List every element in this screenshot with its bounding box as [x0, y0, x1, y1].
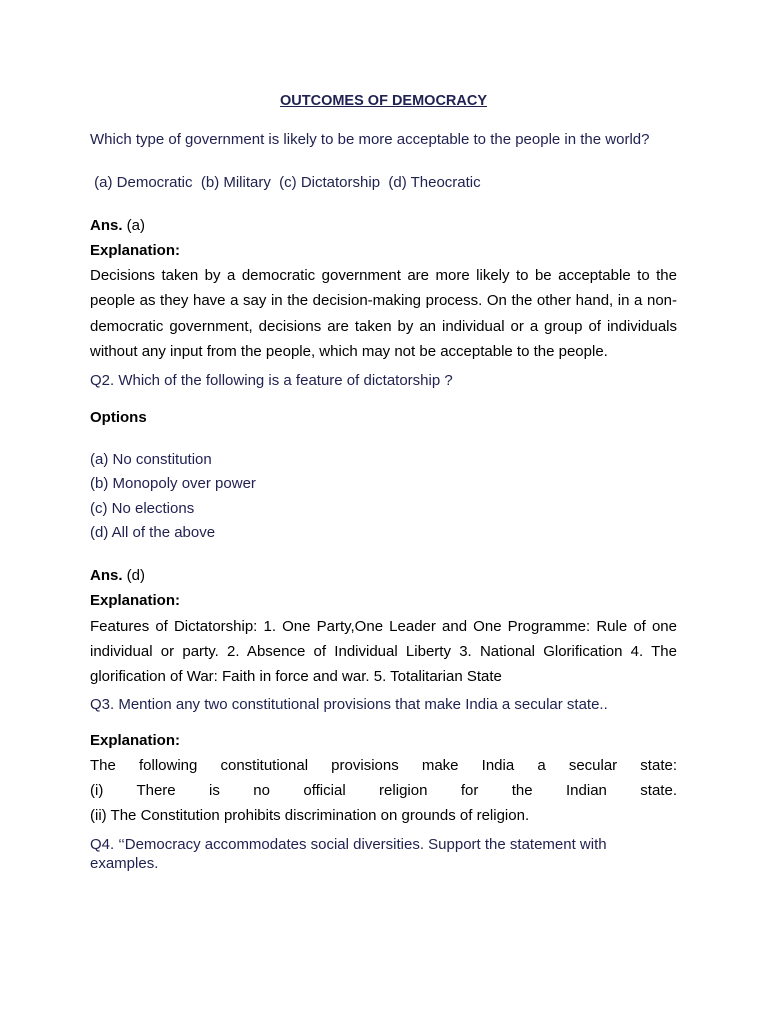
q4-question: Q4. ‘‘Democracy accommodates social diversities. Support the statement with examples. — [90, 836, 607, 872]
q3-explanation-label: Explanation: — [90, 732, 181, 749]
q1-answer-value: (a) — [122, 217, 146, 234]
document-title: OUTCOMES OF DEMOCRACY — [279, 93, 488, 109]
q3-question: Q3. Mention any two constitutional provisions that make India a secular state.. — [90, 696, 608, 713]
q3-explanation-line-1: The following constitutional provisions make India a secular state: — [90, 757, 677, 774]
q1-explanation-text: Decisions taken by a democratic government are more likely to be acceptable to the people as they have a say in the decision-making process. On the other hand, in a non-democratic government, decisions are taken by an individual or a group of individuals without any input from the people, which may not be acceptable to the people. — [90, 267, 677, 360]
q1-question: Which type of government is likely to be more acceptable to the people in the world? — [90, 131, 650, 148]
q2-option-a: (a) No constitution — [90, 451, 212, 468]
q2-answer-label: Ans. — [90, 567, 123, 584]
q2-option-b: (b) Monopoly over power — [90, 475, 256, 492]
q2-option-d: (d) All of the above — [90, 524, 216, 541]
q1-explanation-label: Explanation: — [90, 242, 181, 259]
q3-explanation-line-3: (ii) The Constitution prohibits discrimination on grounds of religion. — [90, 807, 530, 824]
q3-explanation-line-2: (i) There is no official religion for the Indian state. — [90, 782, 677, 799]
q2-explanation-text: Features of Dictatorship: 1. One Party,One Leader and One Programme: Rule of one individual or party. 2. Absence of Individual Liberty 3. National Glorification 4. The glorification of War: Faith in force and war. 5. Totalitarian State — [90, 618, 677, 685]
q1-answer-label: Ans. — [90, 217, 123, 234]
q2-options-label: Options — [90, 409, 147, 426]
q2-answer-value: (d) — [122, 567, 146, 584]
q2-explanation-label: Explanation: — [90, 592, 181, 609]
q2-answer — [90, 567, 677, 584]
q1-options: (a) Democratic (b) Military (c) Dictatorship (d) Theocratic — [90, 174, 481, 191]
q2-option-c: (c) No elections — [90, 500, 195, 517]
q1-answer — [90, 217, 677, 234]
q2-question: Q2. Which of the following is a feature of dictatorship ? — [90, 372, 453, 389]
